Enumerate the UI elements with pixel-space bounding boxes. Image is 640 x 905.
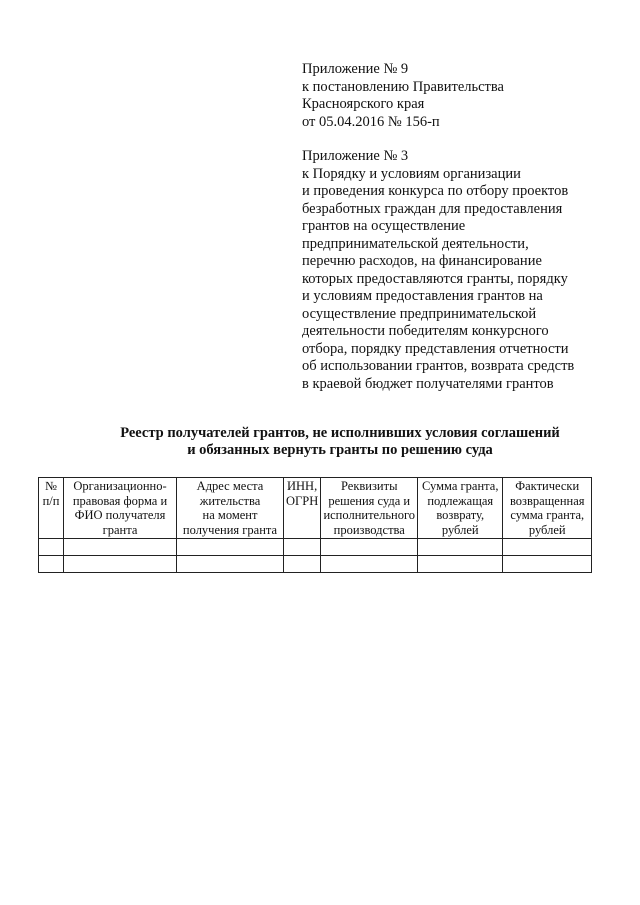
col-header-recipient: Организационно- правовая форма и ФИО получателя гранта xyxy=(64,478,177,539)
appendix-3-line: об использовании грантов, возврата средств xyxy=(302,358,575,374)
appendix-9-line: к постановлению Правительства xyxy=(302,78,504,95)
col-header-amount-returned: Фактически возвращенная сумма гранта, рублей xyxy=(503,478,592,539)
appendix-3-line: деятельности победителям конкурсного xyxy=(302,323,549,339)
appendix-3-line: перечню расходов, на финансирование xyxy=(302,253,542,269)
appendix-3-line: предпринимательской деятельности, xyxy=(302,235,529,252)
register-title-line: и обязанных вернуть гранты по решению суда xyxy=(187,442,493,458)
appendix-3-header xyxy=(302,148,622,393)
table-cell xyxy=(321,556,418,573)
table-row xyxy=(39,556,592,573)
appendix-3-line: и условиям предоставления грантов на xyxy=(302,288,543,304)
table-row xyxy=(39,539,592,556)
appendix-9-line: Красноярского края xyxy=(302,96,425,112)
table-cell xyxy=(503,539,592,556)
table-cell xyxy=(177,556,284,573)
table-cell xyxy=(284,539,321,556)
appendix-3-line: отбора, порядку представления отчетности xyxy=(302,340,569,357)
appendix-3-line: осуществление предпринимательской xyxy=(302,305,537,322)
grant-recipients-table xyxy=(38,477,592,573)
col-header-address: Адрес места жительства на момент получения гранта xyxy=(177,478,284,539)
appendix-9-line: от 05.04.2016 № 156-п xyxy=(302,113,440,130)
table-cell xyxy=(64,539,177,556)
table-cell xyxy=(321,539,418,556)
appendix-9-line: Приложение № 9 xyxy=(302,61,409,77)
table-cell xyxy=(418,556,503,573)
register-title-line: Реестр получателей грантов, не исполнивших условия соглашений xyxy=(120,425,560,441)
appendix-3-line: которых предоставляются гранты, порядку xyxy=(302,270,568,287)
register-title xyxy=(60,425,620,459)
appendix-9-header xyxy=(302,61,504,131)
col-header-court-details: Реквизиты решения суда и исполнительного производства xyxy=(321,478,418,539)
table-cell xyxy=(64,556,177,573)
table-cell xyxy=(39,556,64,573)
appendix-3-line: грантов на осуществление xyxy=(302,218,466,234)
appendix-3-line: Приложение № 3 xyxy=(302,148,409,164)
appendix-3-line: в краевой бюджет получателями грантов xyxy=(302,375,554,392)
table-cell xyxy=(418,539,503,556)
table-header-row xyxy=(39,478,592,539)
table-cell xyxy=(284,556,321,573)
col-header-amount-to-return: Сумма гранта, подлежащая возврату, рублей xyxy=(418,478,503,539)
appendix-3-line: и проведения конкурса по отбору проектов xyxy=(302,183,569,199)
table-cell xyxy=(39,539,64,556)
appendix-3-line: к Порядку и условиям организации xyxy=(302,165,521,182)
appendix-3-line: безработных граждан для предоставления xyxy=(302,200,563,217)
col-header-inn-ogrn: ИНН, ОГРН xyxy=(284,478,321,539)
col-header-number: № п/п xyxy=(39,478,64,539)
table-cell xyxy=(503,556,592,573)
table-cell xyxy=(177,539,284,556)
